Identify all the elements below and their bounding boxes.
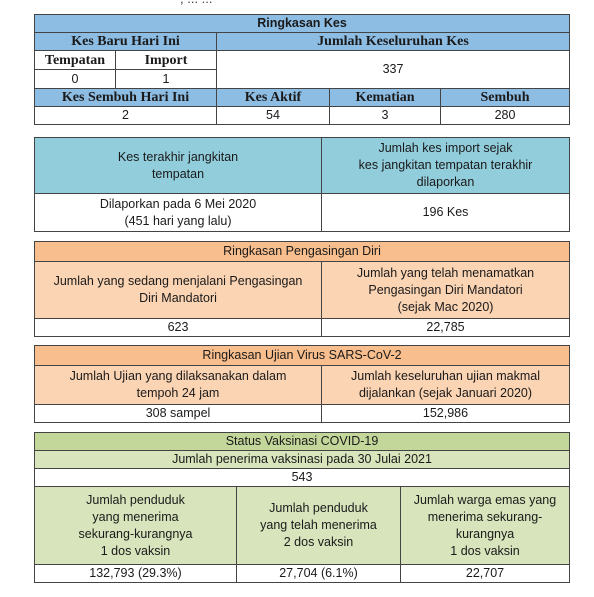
kes-terakhir-value-line-1: Dilaporkan pada 6 Mei 2020	[99, 196, 257, 211]
ujian-24-jam-value: 308 sampel	[35, 405, 322, 423]
ujian-24-jam-header-line-1: Jumlah Ujian yang dilaksanakan dalam	[69, 369, 287, 383]
sembuh-hari-ini-label: Kes Sembuh Hari Ini	[35, 89, 217, 107]
sembuh-label: Sembuh	[441, 89, 570, 107]
dua-dos-header-line-1: Jumlah penduduk	[269, 501, 368, 515]
ujian-title: Ringkasan Ujian Virus SARS-CoV-2	[35, 346, 570, 366]
kes-terakhir-value	[35, 194, 322, 232]
kes-import-sejak-header	[322, 138, 570, 194]
kematian-label: Kematian	[330, 89, 441, 107]
telah-menamatkan-value: 22,785	[322, 319, 570, 337]
pengasingan-title: Ringkasan Pengasingan Diri	[35, 242, 570, 262]
ujian-table	[34, 345, 570, 423]
warga-emas-header-line-1: Jumlah warga emas yang	[413, 492, 557, 507]
ujian-keseluruhan-header	[322, 366, 570, 405]
satu-dos-header-line-2: yang menerima	[92, 509, 179, 524]
ringkasan-kes-title: Ringkasan Kes	[35, 15, 570, 33]
warga-emas-header	[401, 487, 570, 565]
kes-import-header-line-1: Jumlah kes import sejak	[378, 141, 513, 155]
dua-dos-header	[237, 487, 401, 565]
jumlah-keseluruhan-label: Jumlah Keseluruhan Kes	[217, 33, 570, 51]
ujian-24-jam-header-line-2: tempoh 24 jam	[136, 386, 220, 400]
kematian-value: 3	[330, 107, 441, 125]
ujian-keseluruhan-header-line-1: Jumlah keseluruhan ujian makmal	[351, 369, 540, 383]
satu-dos-header-line-4: 1 dos vaksin	[100, 543, 171, 558]
telah-menamatkan-header-line-2: Pengasingan Diri Mandatori	[368, 282, 523, 297]
vaksinasi-table	[34, 432, 570, 583]
warga-emas-value: 22,707	[401, 565, 570, 583]
satu-dos-header	[35, 487, 237, 565]
kes-terakhir-header-line-1: Kes terakhir jangkitan	[117, 149, 239, 164]
jumlah-keseluruhan-value: 337	[217, 51, 570, 89]
cropped-top-text	[180, 0, 213, 6]
ujian-24-jam-header	[35, 366, 322, 405]
dua-dos-header-line-2: yang telah menerima	[260, 518, 377, 532]
pengasingan-table	[34, 241, 570, 337]
import-label: Import	[116, 51, 217, 70]
satu-dos-header-line-3: sekurang-kurangnya	[78, 526, 193, 541]
kes-import-header-line-2: kes jangkitan tempatan terakhir	[358, 158, 533, 172]
dua-dos-value: 27,704 (6.1%)	[237, 565, 401, 583]
ujian-keseluruhan-header-line-2: dijalankan (sejak Januari 2020)	[358, 386, 533, 400]
sedang-menjalani-header-line-2: Diri Mandatori	[139, 291, 217, 305]
kes-import-header-line-3: dilaporkan	[416, 175, 475, 189]
jangkitan-table	[34, 137, 570, 232]
warga-emas-header-line-2: menerima sekurang-	[427, 509, 543, 524]
warga-emas-header-line-3: kurangnya	[455, 526, 515, 541]
vaksinasi-total-value: 543	[35, 469, 570, 487]
sedang-menjalani-header	[35, 262, 322, 319]
warga-emas-header-line-4: 1 dos vaksin	[450, 543, 520, 558]
kes-terakhir-value-line-2: (451 hari yang lalu)	[124, 213, 232, 228]
kes-aktif-label: Kes Aktif	[217, 89, 330, 107]
kes-terakhir-header-line-2: tempatan	[151, 166, 205, 181]
kes-terakhir-header	[35, 138, 322, 194]
vaksinasi-title: Status Vaksinasi COVID-19	[35, 433, 570, 451]
vaksinasi-subtitle: Jumlah penerima vaksinasi pada 30 Julai 2021	[35, 451, 570, 469]
kes-import-value: 196 Kes	[322, 194, 570, 232]
satu-dos-value: 132,793 (29.3%)	[35, 565, 237, 583]
import-value: 1	[116, 70, 217, 89]
telah-menamatkan-header-line-1: Jumlah yang telah menamatkan	[356, 265, 535, 280]
sedang-menjalani-header-line-1: Jumlah yang sedang menjalani Pengasingan	[53, 274, 303, 288]
ringkasan-kes-table	[34, 14, 570, 125]
telah-menamatkan-header-line-3: (sejak Mac 2020)	[397, 299, 494, 314]
sembuh-hari-ini-value: 2	[35, 107, 217, 125]
satu-dos-header-line-1: Jumlah penduduk	[86, 492, 185, 507]
telah-menamatkan-header	[322, 262, 570, 319]
sembuh-value: 280	[441, 107, 570, 125]
kes-aktif-value: 54	[217, 107, 330, 125]
tempatan-value: 0	[35, 70, 116, 89]
ujian-keseluruhan-value: 152,986	[322, 405, 570, 423]
dua-dos-header-line-3: 2 dos vaksin	[283, 535, 354, 549]
sedang-menjalani-value: 623	[35, 319, 322, 337]
kes-baru-label: Kes Baru Hari Ini	[35, 33, 217, 51]
tempatan-label: Tempatan	[35, 51, 116, 70]
